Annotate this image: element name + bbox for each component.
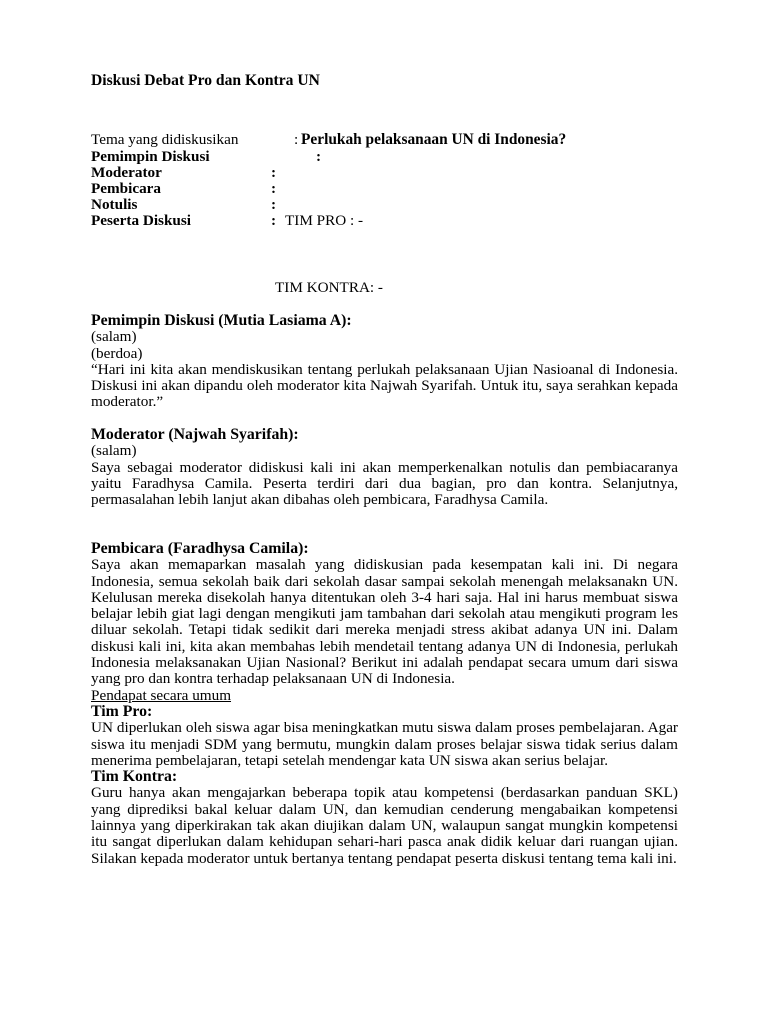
- tim-pro-text: UN diperlukan oleh siswa agar bisa meningkatkan mutu siswa dalam proses pembelajaran. Agar siswa itu menjadi SDM yang bermutu, mungkin dalam proses belajar siswa tidak serius dalam menerima pembelajaran, tetapi setelah mendengar kata UN siswa akan serius belajar.: [91, 719, 678, 769]
- tema-colon: :: [294, 131, 299, 148]
- pembicara-section: [91, 541, 678, 867]
- tim-kontra-heading: Tim Kontra:: [91, 768, 178, 786]
- peserta-row: [91, 212, 691, 229]
- notulis-row: [91, 196, 691, 213]
- pembicara-heading: Pembicara (Faradhysa Camila):: [91, 540, 309, 557]
- tim-pro-heading: Tim Pro:: [91, 702, 153, 720]
- tema-row: [91, 131, 691, 148]
- notulis-colon: :: [271, 196, 277, 213]
- peserta-colon: :: [271, 212, 277, 229]
- pemimpin-speech: “Hari ini kita akan mendiskusikan tentang perlukah pelaksanaan Ujian Nasioanal di Indonesia. Diskusi ini akan dipandu oleh moderator kita Najwah Syarifah. Untuk itu, saya serahkan kepada moderator.”: [91, 360, 678, 411]
- notulis-label: Notulis: [91, 196, 138, 213]
- tema-label: Tema yang didiskusikan: [91, 131, 239, 148]
- pembicara-speech: Saya akan memaparkan masalah yang didiskusian pada kesempatan kali ini. Di negara Indonesia, semua sekolah baik dari sekolah dasar sampai sekolah menengah melaksanakn UN. Kelulusan mereka disekolah hanya ditentukan oleh 3-4 hari saja. Hal ini harus membuat siswa belajar lebih giat lagi dengan mengikuti jam tambahan dari sekolah atau mengikuti program les diluar sekolah. Tetapi tidak sedikit dari mereka menjadi stress akibat adanya UN ini. Dalam diskusi kali ini, kita akan membahas lebih mendetail tentang adanya UN di Indonesia, perlukah Indonesia melaksanakan Ujian Nasional? Berikut ini adalah pendapat secara umum dari siswa yang pro dan kontra terhadap pelaksanaan UN di Indonesia.: [91, 556, 678, 688]
- pemimpin-colon: :: [316, 148, 322, 165]
- moderator-row: [91, 164, 691, 181]
- pemimpin-berdoa: (berdoa): [91, 344, 143, 362]
- moderator-section: [91, 427, 678, 508]
- moderator-label: Moderator: [91, 164, 162, 181]
- pembicara-row: [91, 180, 691, 197]
- pemimpin-row: [91, 148, 691, 165]
- peserta-label: Peserta Diskusi: [91, 212, 191, 229]
- pemimpin-salam: (salam): [91, 328, 137, 346]
- moderator-salam: (salam): [91, 442, 137, 460]
- pemimpin-heading: Pemimpin Diskusi (Mutia Lasiama A):: [91, 312, 352, 329]
- pembicara-label: Pembicara: [91, 180, 162, 197]
- pemimpin-label: Pemimpin Diskusi: [91, 148, 210, 165]
- pemimpin-section: [91, 313, 678, 411]
- document-title: Diskusi Debat Pro dan Kontra UN: [91, 72, 320, 89]
- tim-kontra-text: Guru hanya akan mengajarkan beberapa topik atau kompetensi (berdasarkan panduan SKL) yang diprediksi bakal keluar dalam UN, dan kemudian cenderung mengabaikan kompetensi lainnya yang diperkirakan tak akan diujikan dalam UN, walaupun sangat mungkin kompetensi itu sangat diperlukan dalam kehidupan sehari-hari pasca anak didik keluar dari ruangan ujian. Silakan kepada moderator untuk bertanya tentang pendapat peserta diskusi tentang tema kali ini.: [91, 784, 678, 867]
- moderator-colon: :: [271, 164, 277, 181]
- pembicara-colon: :: [271, 180, 277, 197]
- tema-value: Perlukah pelaksanaan UN di Indonesia?: [301, 131, 567, 148]
- tim-pro-value: TIM PRO : -: [285, 212, 364, 229]
- pendapat-heading: Pendapat secara umum: [91, 686, 232, 704]
- tim-kontra-value: TIM KONTRA: -: [275, 279, 383, 296]
- moderator-heading: Moderator (Najwah Syarifah):: [91, 426, 299, 443]
- moderator-speech: Saya sebagai moderator didiskusi kali ini akan memperkenalkan notulis dan pembiacaranya yaitu Faradhysa Camila. Peserta terdiri dari dua bagian, pro dan kontra. Selanjutnya, permasalahan lebih lanjut akan dibahas oleh pembicara, Faradhysa Camila.: [91, 458, 678, 509]
